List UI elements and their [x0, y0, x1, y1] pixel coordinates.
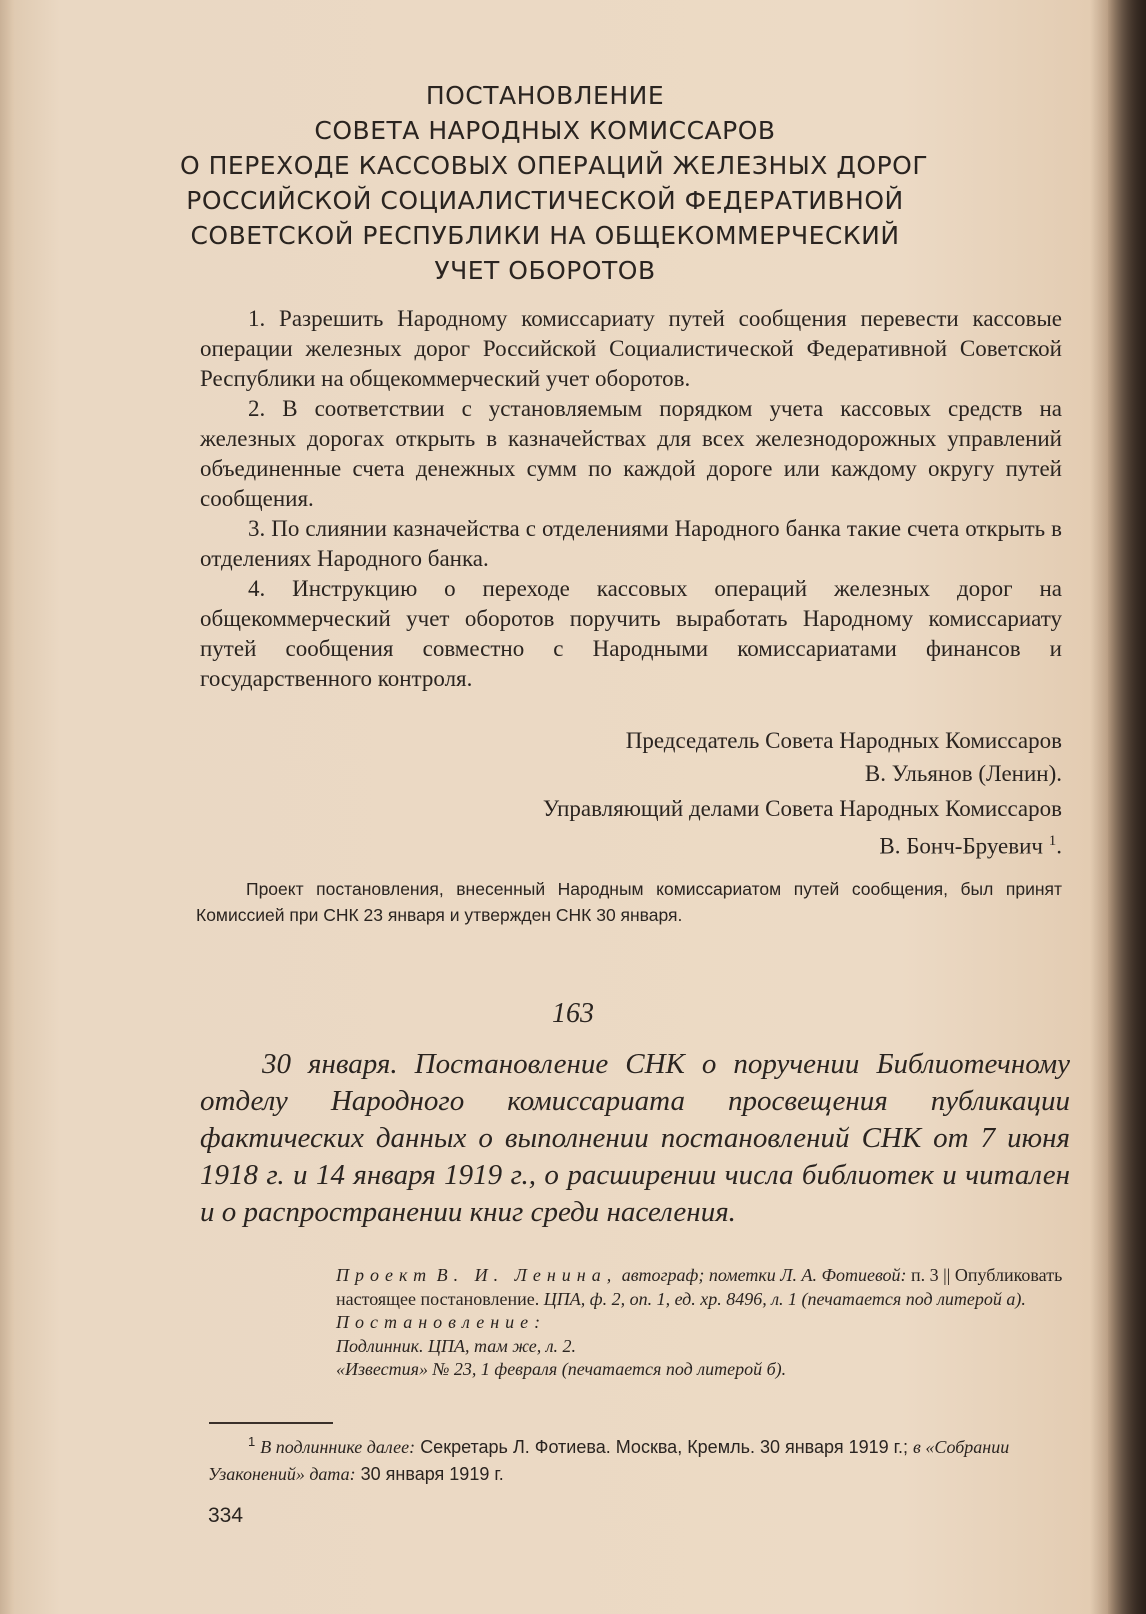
signature-title: Председатель Совета Народных Комиссаров: [625, 728, 1062, 753]
source-project-upright: п. 3 || Опубликовать настоящее постановление.: [336, 1265, 1063, 1309]
footnote: [208, 1428, 1072, 1488]
page-edge-shadow: [1108, 0, 1146, 1614]
decree-paragraph-1: 1. Разрешить Народному комиссариату путей сообщения перевести кассовые операции железных дорог Российской Социалистической Федеративной Советской Республики на общекоммерческий учет оборотов.: [200, 306, 1062, 391]
footnote-mark: 1: [1048, 833, 1057, 849]
signature-title: Управляющий делами Совета Народных Комиссаров: [542, 796, 1062, 821]
signature-name: В. Бонч-Бруевич: [879, 833, 1043, 859]
footnote-italic-1: В подлиннике далее:: [260, 1437, 416, 1457]
source-notes: [336, 1264, 1076, 1382]
signature-chairman: [626, 724, 1062, 790]
source-decree-label: Постановление:: [336, 1312, 547, 1332]
source-project: [336, 1264, 1076, 1311]
source-project-archive: ЦПА, ф. 2, оп. 1, ед. хр. 8496, л. 1 (печатается под литерой а).: [543, 1288, 1026, 1309]
title-line: О ПЕРЕХОДЕ КАССОВЫХ ОПЕРАЦИЙ ЖЕЛЕЗНЫХ ДОРОГ: [180, 151, 929, 180]
title-line: СОВЕТСКОЙ РЕСПУБЛИКИ НА ОБЩЕКОММЕРЧЕСКИЙ: [190, 221, 900, 250]
entry-heading: 30 января. Постановление СНК о поручении Библиотечному отделу Народного комиссариата просвещения публикации фактических данных о выполнении постановлений СНК от 7 июня 1918 г. и 14 января 1919 г., о расширении числа библиотек и читален и о распространении книг среди населения.: [200, 1048, 1070, 1228]
source-project-label: Проект: [336, 1265, 433, 1285]
footnote-italic-2: в «Собрании Узаконений» дата:: [208, 1437, 1010, 1484]
title-line: ПОСТАНОВЛЕНИЕ: [425, 81, 665, 110]
footnote-text-1: Секретарь Л. Фотиева. Москва, Кремль. 30 января 1919 г.;: [420, 1437, 909, 1457]
decree-paragraph-4: 4. Инструкцию о переходе кассовых операций железных дорог на общекоммерческий учет оборотов поручить выработать Народному комиссариату путей сообщения совместно с Народными комиссариатами финансов и государственного контроля.: [200, 576, 1062, 691]
signature-manager: [543, 792, 1062, 863]
document-number: 163: [552, 998, 594, 1029]
footnote-rule: [209, 1422, 333, 1424]
source-project-author: В. И. Ленина,: [436, 1265, 618, 1285]
decree-body: [200, 304, 1062, 694]
source-izvestia: «Известия» № 23, 1 февраля (печатается под литерой б).: [336, 1359, 787, 1379]
decree-paragraph-3: 3. По слиянии казначейства с отделениями Народного банка такие счета открыть в отделениях Народного банка.: [200, 516, 1062, 571]
footnote-marker: [208, 1434, 256, 1457]
decree-paragraph-2: 2. В соответствии с установляемым порядком учета кассовых средств на железных дорогах открыть в казначействах для всех железнодорожных управлений объединенные счета денежных сумм по каждой дороге или каждому округу путей сообщения.: [200, 396, 1062, 511]
editorial-note: Проект постановления, внесенный Народным комиссариатом путей сообщения, был принят Комиссией при СНК 23 января и утвержден СНК 30 января.: [196, 879, 1062, 925]
page-number: 334: [208, 1504, 244, 1527]
title-line: УЧЕТ ОБОРОТОВ: [434, 256, 656, 285]
footnote-number: 1: [248, 1434, 256, 1449]
source-original: Подлинник. ЦПА, там же, л. 2.: [336, 1335, 577, 1356]
source-project-rest: автограф; пометки Л. А. Фотиевой:: [621, 1265, 907, 1285]
title-line: СОВЕТА НАРОДНЫХ КОМИССАРОВ: [314, 116, 776, 145]
page-spine-shadow: [0, 0, 14, 1614]
signature-name-line: В. Бонч-Бруевич $^1$.: [879, 833, 1062, 859]
title-line: РОССИЙСКОЙ СОЦИАЛИСТИЧЕСКОЙ ФЕДЕРАТИВНОЙ: [186, 186, 904, 215]
decree-title: [180, 78, 929, 288]
signature-name: В. Ульянов (Ленин).: [864, 761, 1062, 786]
footnote-text-2: 30 января 1919 г.: [360, 1464, 504, 1484]
